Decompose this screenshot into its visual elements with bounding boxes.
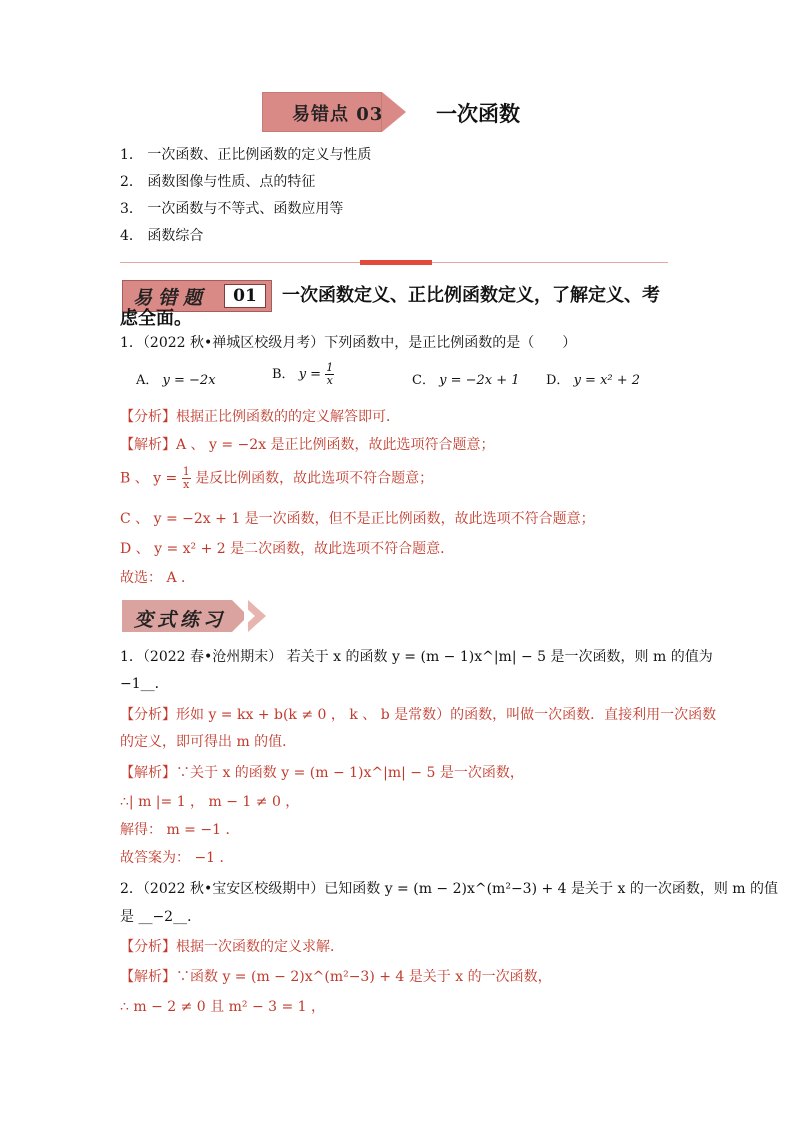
header-label: 易错点 03 xyxy=(292,104,384,125)
section-badge-number: 01 xyxy=(224,284,266,308)
question-1-analysis xyxy=(120,406,400,426)
analysis-tag: 【分析】 xyxy=(120,409,176,425)
option-c xyxy=(412,369,520,388)
solution-line: A 、 y = −2x 是正比例函数，故此选项符合题意； xyxy=(176,437,495,453)
solution-tag: 【解析】 xyxy=(120,437,176,453)
option-a-label: A． xyxy=(136,373,159,388)
option-b-label: B． xyxy=(272,367,295,382)
topic-item: 4． 函数综合 xyxy=(120,228,204,244)
solution-tag: 【解析】 xyxy=(120,969,176,985)
divider-accent xyxy=(360,260,432,265)
page-title: 一次函数 xyxy=(436,101,520,126)
question-1-solution-d: D 、 y = x² + 2 是二次函数，故此选项不符合题意． xyxy=(120,541,455,557)
question-1-stem: 1．（2022 秋•禅城区校级月考）下列函数中，是正比例函数的是（ ） xyxy=(120,335,577,351)
topic-item: 2． 函数图像与性质、点的特征 xyxy=(120,174,316,190)
analysis-tag: 【分析】 xyxy=(120,939,176,955)
problem-1-analysis-continued: 的定义，即可得出 m 的值． xyxy=(120,734,297,750)
fraction-numerator: 1 xyxy=(182,465,190,478)
solution-tag: 【解析】 xyxy=(120,765,176,781)
problem-2-analysis xyxy=(120,936,344,956)
topic-list xyxy=(120,142,371,250)
solution-line: ∵函数 y = (m − 2)x^(m²−3) + 4 是关于 x 的一次函数， xyxy=(176,969,552,985)
problem-1-solution-line: ∴| m |= 1 ， m − 1 ≠ 0 ， xyxy=(120,794,300,810)
question-1-answer: 故选： A ． xyxy=(120,570,196,586)
solution-b-fraction xyxy=(182,466,191,491)
option-d-label: D． xyxy=(546,373,570,388)
question-1-solution-a xyxy=(120,434,495,454)
option-d-expr: y = x² + 2 xyxy=(573,373,641,388)
problem-2-solution-line: ∴ m − 2 ≠ 0 且 m² − 3 = 1 ， xyxy=(120,999,326,1015)
question-1-solution-b xyxy=(120,466,433,491)
section-badge-label: 易错题 xyxy=(133,287,209,309)
option-a xyxy=(136,369,216,388)
problem-2-answer-blank: 是 __−2__． xyxy=(120,909,202,925)
solution-line: ∵关于 x 的函数 y = (m − 1)x^|m| − 5 是一次函数， xyxy=(176,765,524,781)
problem-1-analysis xyxy=(120,704,716,724)
fraction-denominator: x xyxy=(326,374,333,387)
section-heading-continued: 虑全面。 xyxy=(120,308,192,329)
solution-b-text: 是反比例函数，故此选项不符合题意； xyxy=(195,470,434,487)
option-b-lhs: y = xyxy=(298,367,322,382)
question-1-solution-c: C 、 y = −2x + 1 是一次函数，但不是正比例函数，故此选项不符合题意； xyxy=(120,511,595,527)
problem-1-answer-blank: −1__． xyxy=(120,676,169,692)
solution-b-prefix: B 、 y = xyxy=(120,470,178,487)
problem-1-solution-line: 故答案为： −1 ． xyxy=(120,850,234,866)
chevron-inner-icon xyxy=(244,606,255,626)
option-c-expr: y = −2x + 1 xyxy=(439,373,520,388)
problem-2-solution xyxy=(120,966,552,986)
fraction-denominator: x xyxy=(183,478,190,491)
problem-1-stem: 1．（2022 春•沧州期末） 若关于 x 的函数 y = (m − 1)x^|m| − 5 是一次函数，则 m 的值为 xyxy=(120,649,713,665)
analysis-text: 根据正比例函数的的定义解答即可． xyxy=(176,409,400,425)
problem-1-solution-line: 解得： m = −1 ． xyxy=(120,822,240,838)
variant-badge-label: 变式练习 xyxy=(134,609,227,631)
topic-item: 1． 一次函数、正比例函数的定义与性质 xyxy=(120,147,372,163)
option-d xyxy=(546,369,640,388)
problem-2-stem: 2．（2022 秋•宝安区校级期中）已知函数 y = (m − 2)x^(m²−3) + 4 是关于 x 的一次函数，则 m 的值 xyxy=(120,881,779,897)
problem-1-solution xyxy=(120,762,524,782)
analysis-text: 根据一次函数的定义求解． xyxy=(176,939,344,955)
fraction-numerator: 1 xyxy=(326,361,334,374)
analysis-text: 形如 y = kx + b(k ≠ 0 ， k 、 b 是常数）的函数，叫做一次函数．直接利用一次函数 xyxy=(176,707,717,723)
topic-item: 3． 一次函数与不等式、函数应用等 xyxy=(120,201,344,217)
option-a-expr: y = −2x xyxy=(162,373,216,388)
option-c-label: C． xyxy=(412,373,435,388)
analysis-tag: 【分析】 xyxy=(120,707,176,723)
option-b-fraction xyxy=(325,362,334,387)
option-b xyxy=(272,362,334,387)
section-heading: 一次函数定义、正比例函数定义，了解定义、考 xyxy=(282,285,660,306)
